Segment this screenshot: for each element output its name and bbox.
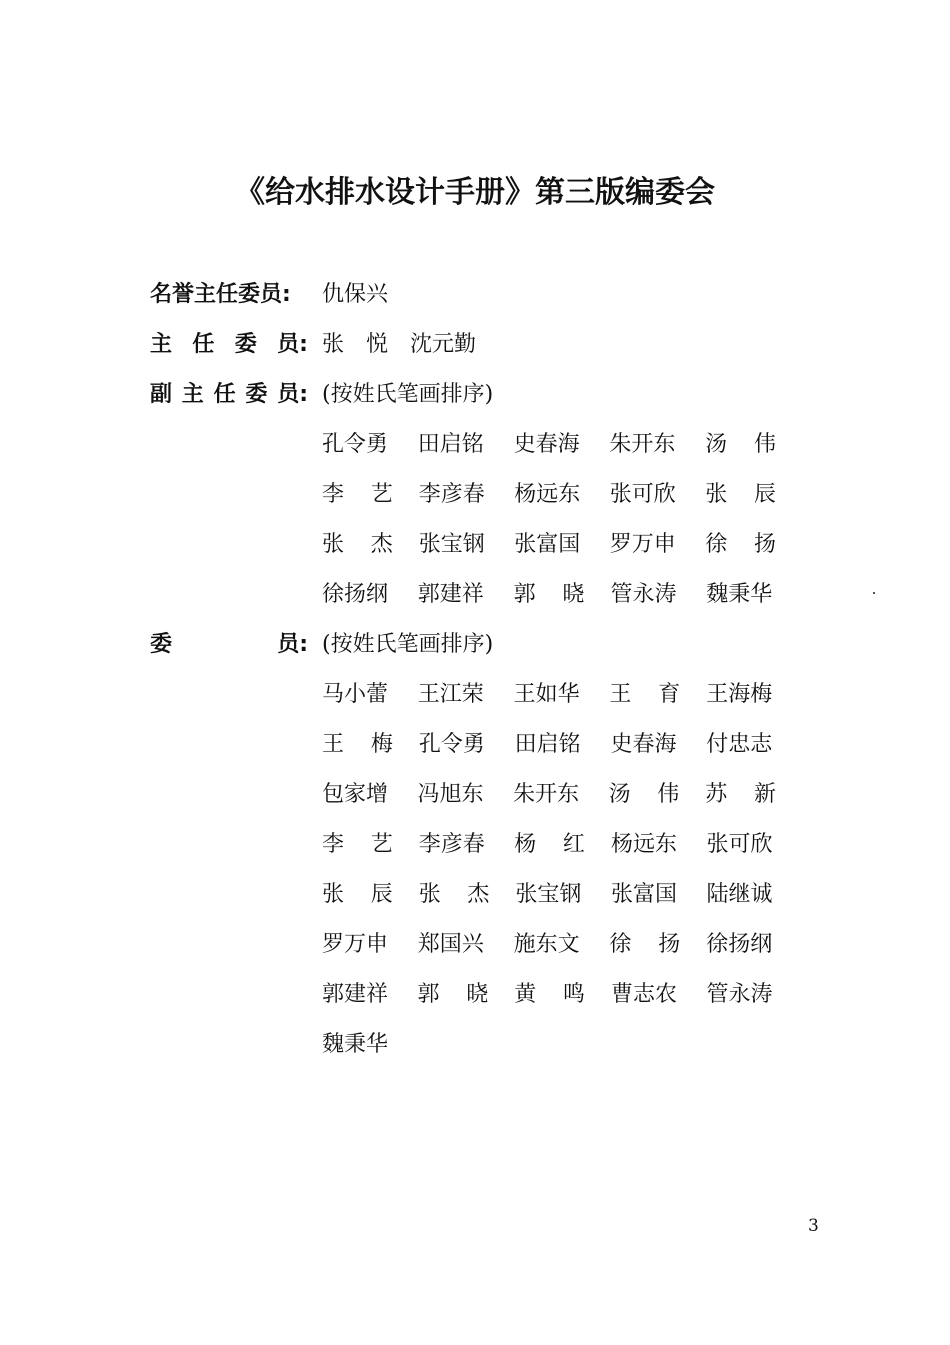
page-number: 3: [808, 1216, 819, 1236]
person-name: 张富国: [514, 532, 581, 557]
name-row: [322, 920, 802, 970]
person-name: 张 杰: [322, 532, 393, 557]
person-name: 管永涛: [610, 582, 677, 607]
director-label: 主 任 委 员:: [150, 332, 308, 357]
person-name: 包家增: [322, 782, 389, 807]
person-name: 徐扬纲: [322, 582, 389, 607]
name-row: [322, 520, 802, 570]
name-row: [322, 670, 802, 720]
person-name: 马小蕾: [322, 682, 389, 707]
person-name: 徐 扬: [705, 532, 776, 557]
person-name: 汤 伟: [608, 782, 680, 807]
person-name: 王如华: [513, 682, 580, 707]
person-name: 史春海: [610, 732, 677, 757]
person-name: 张可欣: [706, 832, 773, 857]
person-name: 徐 扬: [609, 932, 681, 957]
person-name: 郭建祥: [322, 982, 389, 1007]
person-name: 孔令勇: [418, 732, 485, 757]
person-name: 杨 红: [514, 832, 585, 857]
person-name: 张宝钢: [418, 532, 485, 557]
person-name: 李彦春: [418, 482, 485, 507]
members-label: 委 员:: [150, 632, 308, 657]
person-name: 孔令勇: [322, 432, 389, 457]
name-row: [322, 720, 802, 770]
person-name: 李彦春: [418, 832, 485, 857]
name-row: [322, 820, 802, 870]
person-name: 汤 伟: [705, 432, 776, 457]
person-name: 曹志农: [610, 982, 677, 1007]
scan-speck: [873, 592, 875, 594]
person-name: 罗万申: [322, 932, 389, 957]
person-name: 郑国兴: [417, 932, 484, 957]
person-name: 苏 新: [705, 782, 776, 807]
person-name: 王 梅: [322, 732, 393, 757]
name-row: [322, 870, 802, 920]
name-row: [322, 770, 802, 820]
person-name: 魏秉华: [706, 582, 773, 607]
person-name: 王江荣: [417, 682, 484, 707]
person-name: 王海梅: [706, 682, 773, 707]
page-title: 《给水排水设计手册》第三版编委会: [235, 175, 715, 210]
name-row: [322, 1020, 802, 1070]
person-name: 杨远东: [514, 482, 581, 507]
person-name: 郭 晓: [417, 982, 489, 1007]
person-name: 史春海: [513, 432, 580, 457]
deputy-director-label: 副 主 任 委 员:: [150, 382, 308, 407]
members-names-grid: [322, 670, 802, 1070]
person-name: 魏秉华: [322, 1032, 389, 1057]
name-row: [322, 970, 802, 1020]
person-name: 陆继诚: [706, 882, 773, 907]
person-name: 张富国: [610, 882, 677, 907]
name-row: [322, 570, 802, 620]
person-name: 田启铭: [417, 432, 484, 457]
person-name: 李 艺: [322, 482, 393, 507]
honorary-director-label: 名誉主任委员:: [150, 282, 291, 307]
person-name: 田启铭: [514, 732, 581, 757]
honorary-director-name: 仇保兴: [322, 282, 389, 307]
members-sort-note: (按姓氏笔画排序): [322, 632, 494, 657]
person-name: 张 辰: [322, 882, 393, 907]
name-row: [322, 470, 802, 520]
person-name: 冯旭东: [417, 782, 484, 807]
person-name: 朱开东: [609, 432, 676, 457]
person-name: 黄 鸣: [514, 982, 585, 1007]
deputy-sort-note: (按姓氏笔画排序): [322, 382, 494, 407]
person-name: 郭建祥: [417, 582, 484, 607]
person-name: 张宝钢: [515, 882, 582, 907]
person-name: 张 辰: [705, 482, 776, 507]
person-name: 管永涛: [706, 982, 773, 1007]
person-name: 罗万申: [609, 532, 676, 557]
person-name: 杨远东: [610, 832, 677, 857]
director-names: 张 悦 沈元勤: [322, 332, 477, 357]
person-name: 付忠志: [706, 732, 773, 757]
person-name: 王 育: [609, 682, 681, 707]
person-name: 施东文: [513, 932, 580, 957]
person-name: 张可欣: [609, 482, 676, 507]
person-name: 李 艺: [322, 832, 393, 857]
person-name: 郭 晓: [513, 582, 585, 607]
name-row: [322, 420, 802, 470]
person-name: 徐扬纲: [706, 932, 773, 957]
deputy-names-grid: [322, 420, 802, 620]
person-name: 张 杰: [418, 882, 490, 907]
person-name: 朱开东: [513, 782, 580, 807]
